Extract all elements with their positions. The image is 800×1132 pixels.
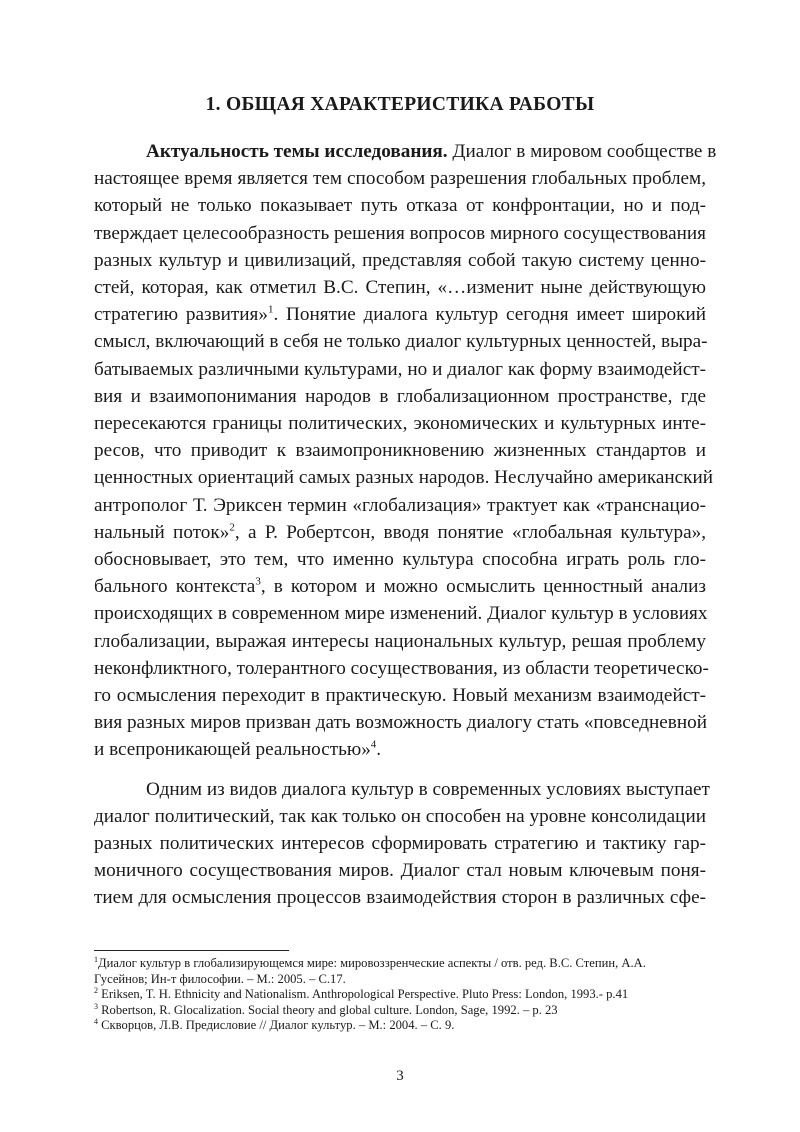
- footnote-number: 3: [94, 1001, 98, 1011]
- footnote-number: 1: [94, 954, 98, 964]
- text-line: пересекаются границы политических, экономических и культурных инте-: [94, 413, 706, 435]
- body-text: [94, 138, 717, 912]
- text-line: смысл, включающий в себя не только диалог культурных ценностей, выра-: [94, 331, 708, 353]
- lead-phrase: Актуальность темы исследования.: [146, 141, 448, 162]
- text-line: стей, которая, как отметил В.С. Степин, «…изменит ныне действующую: [94, 277, 706, 299]
- text-line: Актуальность темы исследования. Диалог в мировом сообществе в: [146, 141, 717, 162]
- text-line: ресов, что приводит к взаимопроникновению жизненных стандартов и: [94, 440, 706, 462]
- footnote-number: 2: [94, 986, 98, 995]
- text-line: разных культур и цивилизаций, представляя собой такую систему ценно-: [94, 249, 706, 271]
- section-heading: 1. ОБЩАЯ ХАРАКТЕРИСТИКА РАБОТЫ: [205, 94, 595, 115]
- text-line: вия и взаимопонимания народов в глобализационном пространстве, где: [94, 385, 706, 407]
- text-line: Одним из видов диалога культур в современных условиях выступает: [146, 778, 710, 800]
- paragraph-1: [94, 138, 717, 764]
- footnote-divider: [94, 950, 289, 951]
- page-number: 3: [396, 1068, 404, 1084]
- text-line: диалог политический, так как только он способен на уровне консолидации: [94, 805, 706, 827]
- text-line: го осмысления переходит в практическую. Новый механизм взаимодейст-: [94, 685, 706, 707]
- text-line: ценностных ориентаций самых разных народов. Неслучайно американский: [94, 467, 714, 489]
- text-line: тием для осмысления процессов взаимодействия сторон в различных сфе-: [94, 887, 706, 909]
- text-line: обосновывает, это тем, что именно культура способна играть роль гло-: [94, 549, 706, 571]
- text-line: разных политических интересов сформировать стратегию и тактику гар-: [94, 833, 706, 855]
- text-line: происходящих в современном мире изменений. Диалог культур в условиях: [94, 603, 708, 625]
- text-line: моничного сосуществования миров. Диалог стал новым ключевым поня-: [94, 860, 706, 882]
- text-line: батываемых различными культурами, но и диалог как форму взаимодейст-: [94, 358, 706, 380]
- footnote-ref: 3: [255, 575, 261, 588]
- footnote-2: $^2$ Eriksen, T. H. Ethnicity and Nationalism. Anthropological Perspective. Pluto Press: London, 1993.- p.41: [94, 986, 629, 1002]
- text-line: неконфликтного, толерантного сосуществования, из области теоретическо-: [94, 657, 709, 679]
- footnote-ref: 1: [267, 303, 274, 316]
- text-line: нальный поток»$^2$, а Р. Робертсон, вводя понятие «глобальная культура»,: [94, 521, 706, 543]
- text-line: тверждает целесообразность решения вопросов мирного сосуществования: [94, 222, 706, 244]
- text-line: антрополог Т. Эриксен термин «глобализация» трактует как «транснацио-: [94, 494, 706, 516]
- footnote-1: $^1$Диалог культур в глобализирующемся мире: мировоззренческие аспекты / отв. ред. В.С. Степин, А.А. Гусейнов; Ин-т философии. – М.: 2005. – С.17.: [94, 954, 646, 986]
- footnote-4: $^4$ Скворцов, Л.В. Предисловие // Диалог культур. – М.: 2004. – С. 9.: [94, 1017, 455, 1033]
- text-line: вия разных миров призван дать возможность диалогу стать «повседневной: [94, 712, 707, 734]
- footnote-ref: 2: [229, 521, 235, 534]
- text-line: бального контекста$^3$, в котором и можно осмыслить ценностный анализ: [94, 575, 706, 598]
- paragraph-2: [94, 776, 710, 912]
- footnote-number: 4: [94, 1017, 98, 1027]
- text-line: стратегию развития»$^1$. Понятие диалога культур сегодня имеет широкий: [94, 303, 707, 326]
- text-line: глобализации, выражая интересы национальных культур, решая проблему: [94, 630, 706, 652]
- footnote-ref: 4: [370, 739, 377, 752]
- footnotes: [94, 956, 706, 1034]
- text-line: настоящее время является тем способом разрешения глобальных проблем,: [94, 168, 706, 190]
- text-line: и всепроникающей реальностью»$^4$.: [94, 739, 382, 761]
- text-line: который не только показывает путь отказа от конфронтации, но и под-: [94, 195, 706, 217]
- footnote-3: $^3$ Robertson, R. Glocalization. Social theory and global culture. London, Sage, 1992. – p. 23: [94, 1001, 558, 1017]
